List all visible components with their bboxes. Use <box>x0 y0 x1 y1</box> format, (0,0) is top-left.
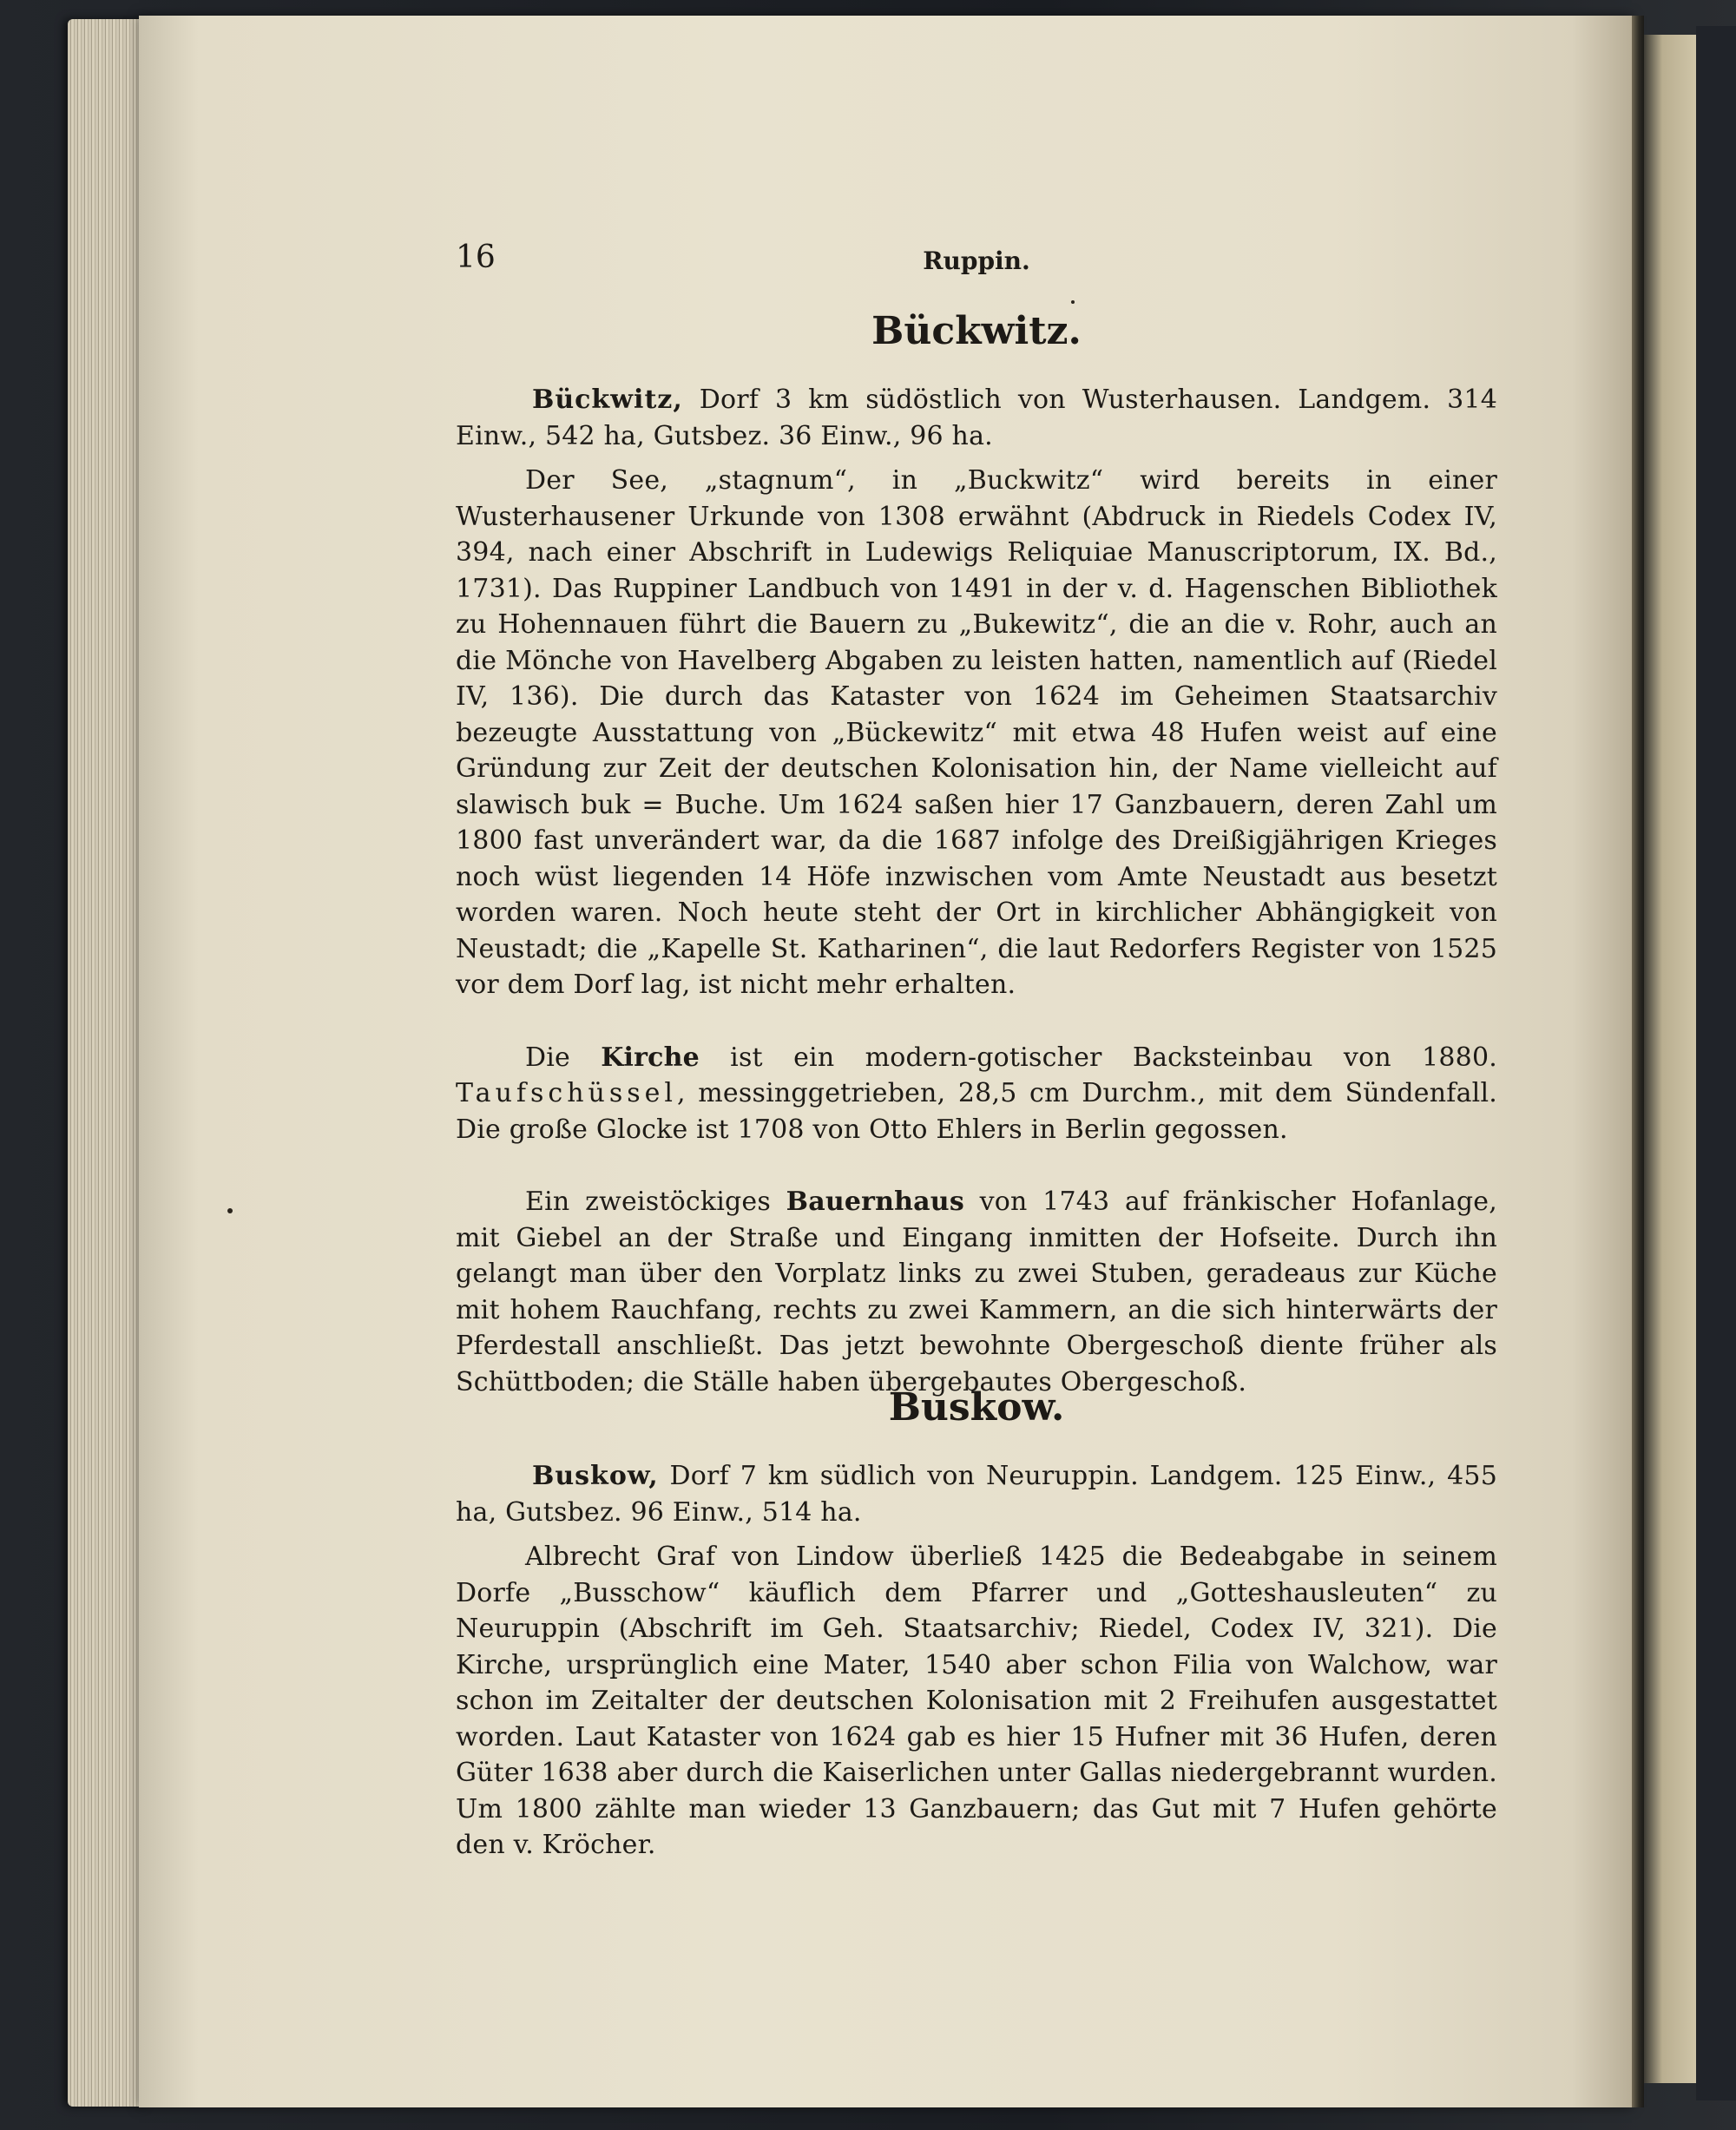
section-title: Bückwitz. <box>871 309 1082 353</box>
text-run: Die <box>525 1042 602 1073</box>
farmhouse-paragraph <box>456 1184 1497 1400</box>
text-run: , messinggetrieben, 28,5 cm Durchm., mit dem Sündenfall. Die große Glocke ist 1708 von Otto Ehlers in Berlin gegossen. <box>456 1078 1497 1145</box>
church-paragraph <box>456 1040 1497 1148</box>
church-term: Kirche <box>601 1042 700 1073</box>
entry-name: Buskow, <box>532 1461 659 1491</box>
section-buskow <box>456 1382 1497 1864</box>
running-head <box>456 240 1497 292</box>
entry-text: Dorf 3 km südöstlich von Wusterhausen. Landgem. 314 Einw., 542 ha, Gutsbez. 36 Einw., 96 ha. <box>456 385 1497 451</box>
page-number: 16 <box>456 240 496 275</box>
entry-name: Bückwitz, <box>532 385 683 415</box>
text-run: ist ein modern-gotischer Backsteinbau von 1880. <box>699 1042 1497 1073</box>
section-bueckwitz <box>456 306 1497 1400</box>
history-paragraph: Albrecht Graf von Lindow überließ 1425 die Bedeabgabe in seinem Dorfe „Busschow“ käuflich dem Pfarrer und „Gotteshausleuten“ zu Neuruppin (Abschrift im Geh. Staatsarchiv; Riedel, Codex IV, 321). Die Kirche, ursprünglich eine Mater, 1540 aber schon Filia von Walchow, war schon im Zeitalter der deutschen Kolonisation mit 2 Freihufen ausgestattet worden. Laut Kataster von 1624 gab es hier 15 Hufner mit 36 Hufen, deren Güter 1638 aber durch die Kaiserlichen unter Gallas niedergebrannt wurden. Um 1800 zählte man wieder 13 Ganzbauern; das Gut mit 7 Hufen gehörte den v. Kröcher. <box>456 1542 1497 1860</box>
binding-gutter <box>1632 16 1644 2107</box>
stacked-page-edges <box>68 19 148 2107</box>
text-run: von 1743 auf fränkischer Hofanlage, mit Giebel an der Straße und Eingang inmitten der Hofseite. Durch ihn gelangt man über den Vorplatz links zu zwei Stuben, geradeaus zur Küche mit hohem Rauchfang, rechts zu zwei Kammern, an die sich hinterwärts der Pferdestall anschließt. Das jetzt bewohnte Obergeschoß diente früher als Schüttboden; die Ställe haben übergebautes Obergeschoß. <box>456 1187 1497 1397</box>
paper-speck <box>1071 300 1075 304</box>
entry-paragraph <box>456 382 1497 454</box>
entry-text: Dorf 7 km südlich von Neuruppin. Landgem. 125 Einw., 455 ha, Gutsbez. 96 Einw., 514 ha. <box>456 1461 1497 1528</box>
binding-edge <box>1696 26 1736 2100</box>
text-run: Ein zweistöckiges <box>525 1187 786 1217</box>
paper-speck <box>227 1208 233 1213</box>
font-term: Taufschüssel <box>456 1078 677 1108</box>
section-title: Buskow. <box>888 1385 1065 1430</box>
entry-paragraph <box>456 1458 1497 1530</box>
history-paragraph: Der See, „stagnum“, in „Buckwitz“ wird bereits in einer Wusterhausener Urkunde von 1308 erwähnt (Abdruck in Riedels Codex IV, 394, nach einer Abschrift in Ludewigs Reliquiae Manuscriptorum, IX. Bd., 1731). Das Ruppiner Landbuch von 1491 in der v. d. Hagenschen Bibliothek zu Hohennauen führt die Bauern zu „Bukewitz“, die an die v. Rohr, auch an die Mönche von Havelberg Abgaben zu leisten hatten, namentlich auf (Riedel IV, 136). Die durch das Kataster von 1624 im Geheimen Staatsarchiv bezeugte Ausstattung von „Bückewitz“ mit etwa 48 Hufen weist auf eine Gründung zur Zeit der deutschen Kolonisation hin, der Name vielleicht auf slawisch buk = Buche. Um 1624 saßen hier 17 Ganzbauern, deren Zahl um 1800 fast unverändert war, da die 1687 infolge des Dreißigjährigen Krieges noch wüst liegenden 14 Höfe inzwischen vom Amte Neustadt aus besetzt worden waren. Noch heute steht der Ort in kirchlicher Abhängigkeit von Neustadt; die „Kapelle St. Katharinen“, die laut Redorfers Register von 1525 vor dem Dorf lag, ist nicht mehr erhalten. <box>456 465 1497 1000</box>
running-title: Ruppin. <box>923 247 1030 275</box>
farmhouse-term: Bauernhaus <box>786 1187 964 1217</box>
facing-page-edge <box>1644 35 1696 2083</box>
